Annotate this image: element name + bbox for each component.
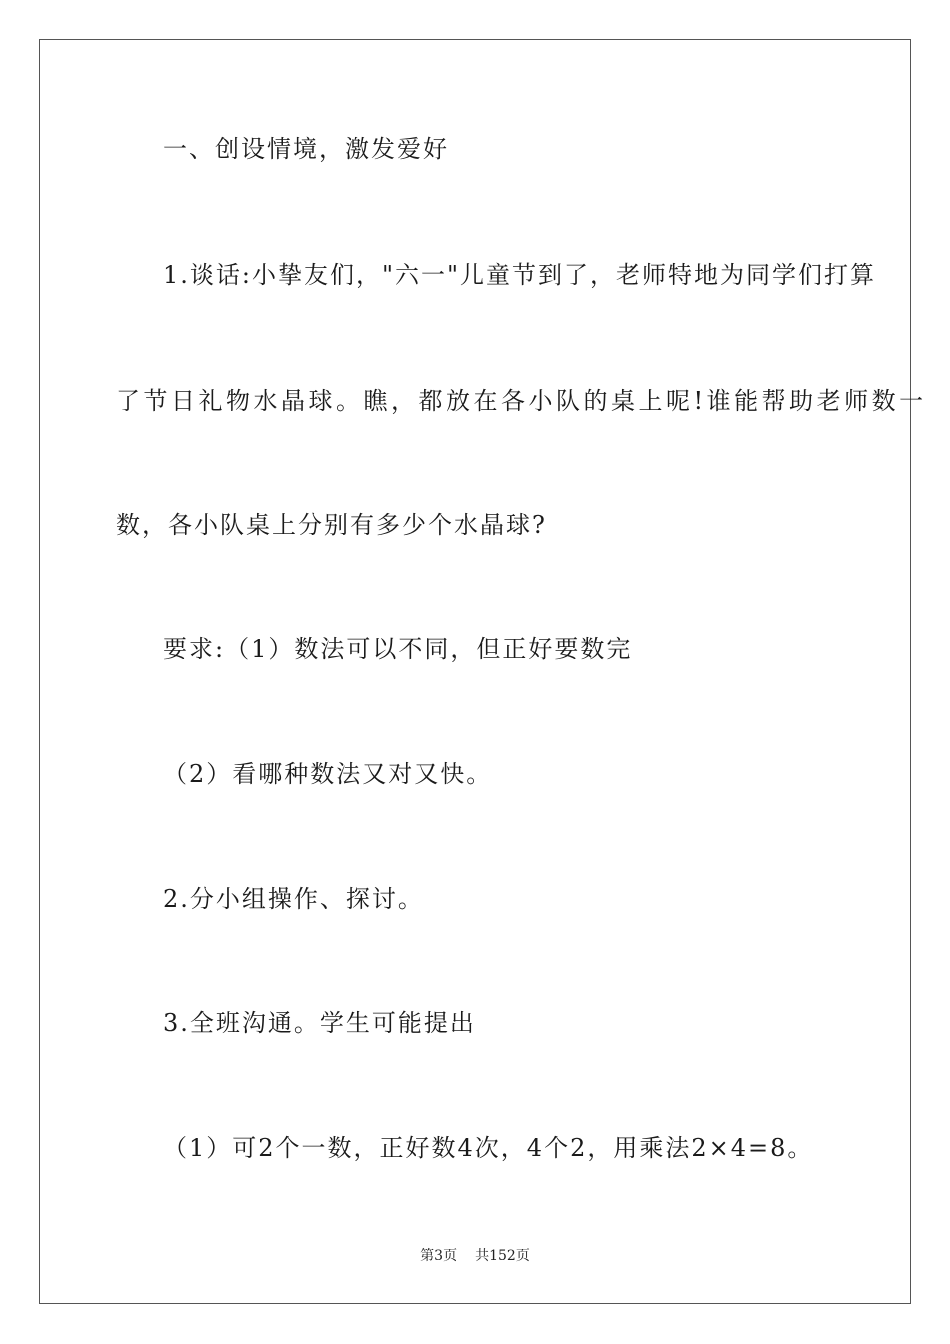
page-border [39,39,911,1304]
page-total: 共152页 [475,1248,530,1264]
paragraph-line: 数，各小队桌上分别有多少个水晶球? [116,511,547,539]
page-footer [0,1247,950,1265]
requirement-line: （2）看哪种数法又对又快。 [163,760,493,788]
page-number: 第3页 [420,1248,458,1264]
step-line: （1）可2个一数，正好数4次，4个2，用乘法2×4=8。 [163,1134,814,1162]
step-line: 3.全班沟通。学生可能提出 [163,1009,476,1037]
requirement-line: 要求:（1）数法可以不同，但正好要数完 [163,635,633,663]
paragraph-line: 了节日礼物水晶球。瞧，都放在各小队的桌上呢!谁能帮助老师数一 [116,387,927,415]
paragraph-line: 1.谈话:小挚友们，"六一"儿童节到了，老师特地为同学们打算 [163,261,877,289]
step-line: 2.分小组操作、探讨。 [163,885,424,913]
section-heading: 一、创设情境，激发爱好 [163,135,449,163]
